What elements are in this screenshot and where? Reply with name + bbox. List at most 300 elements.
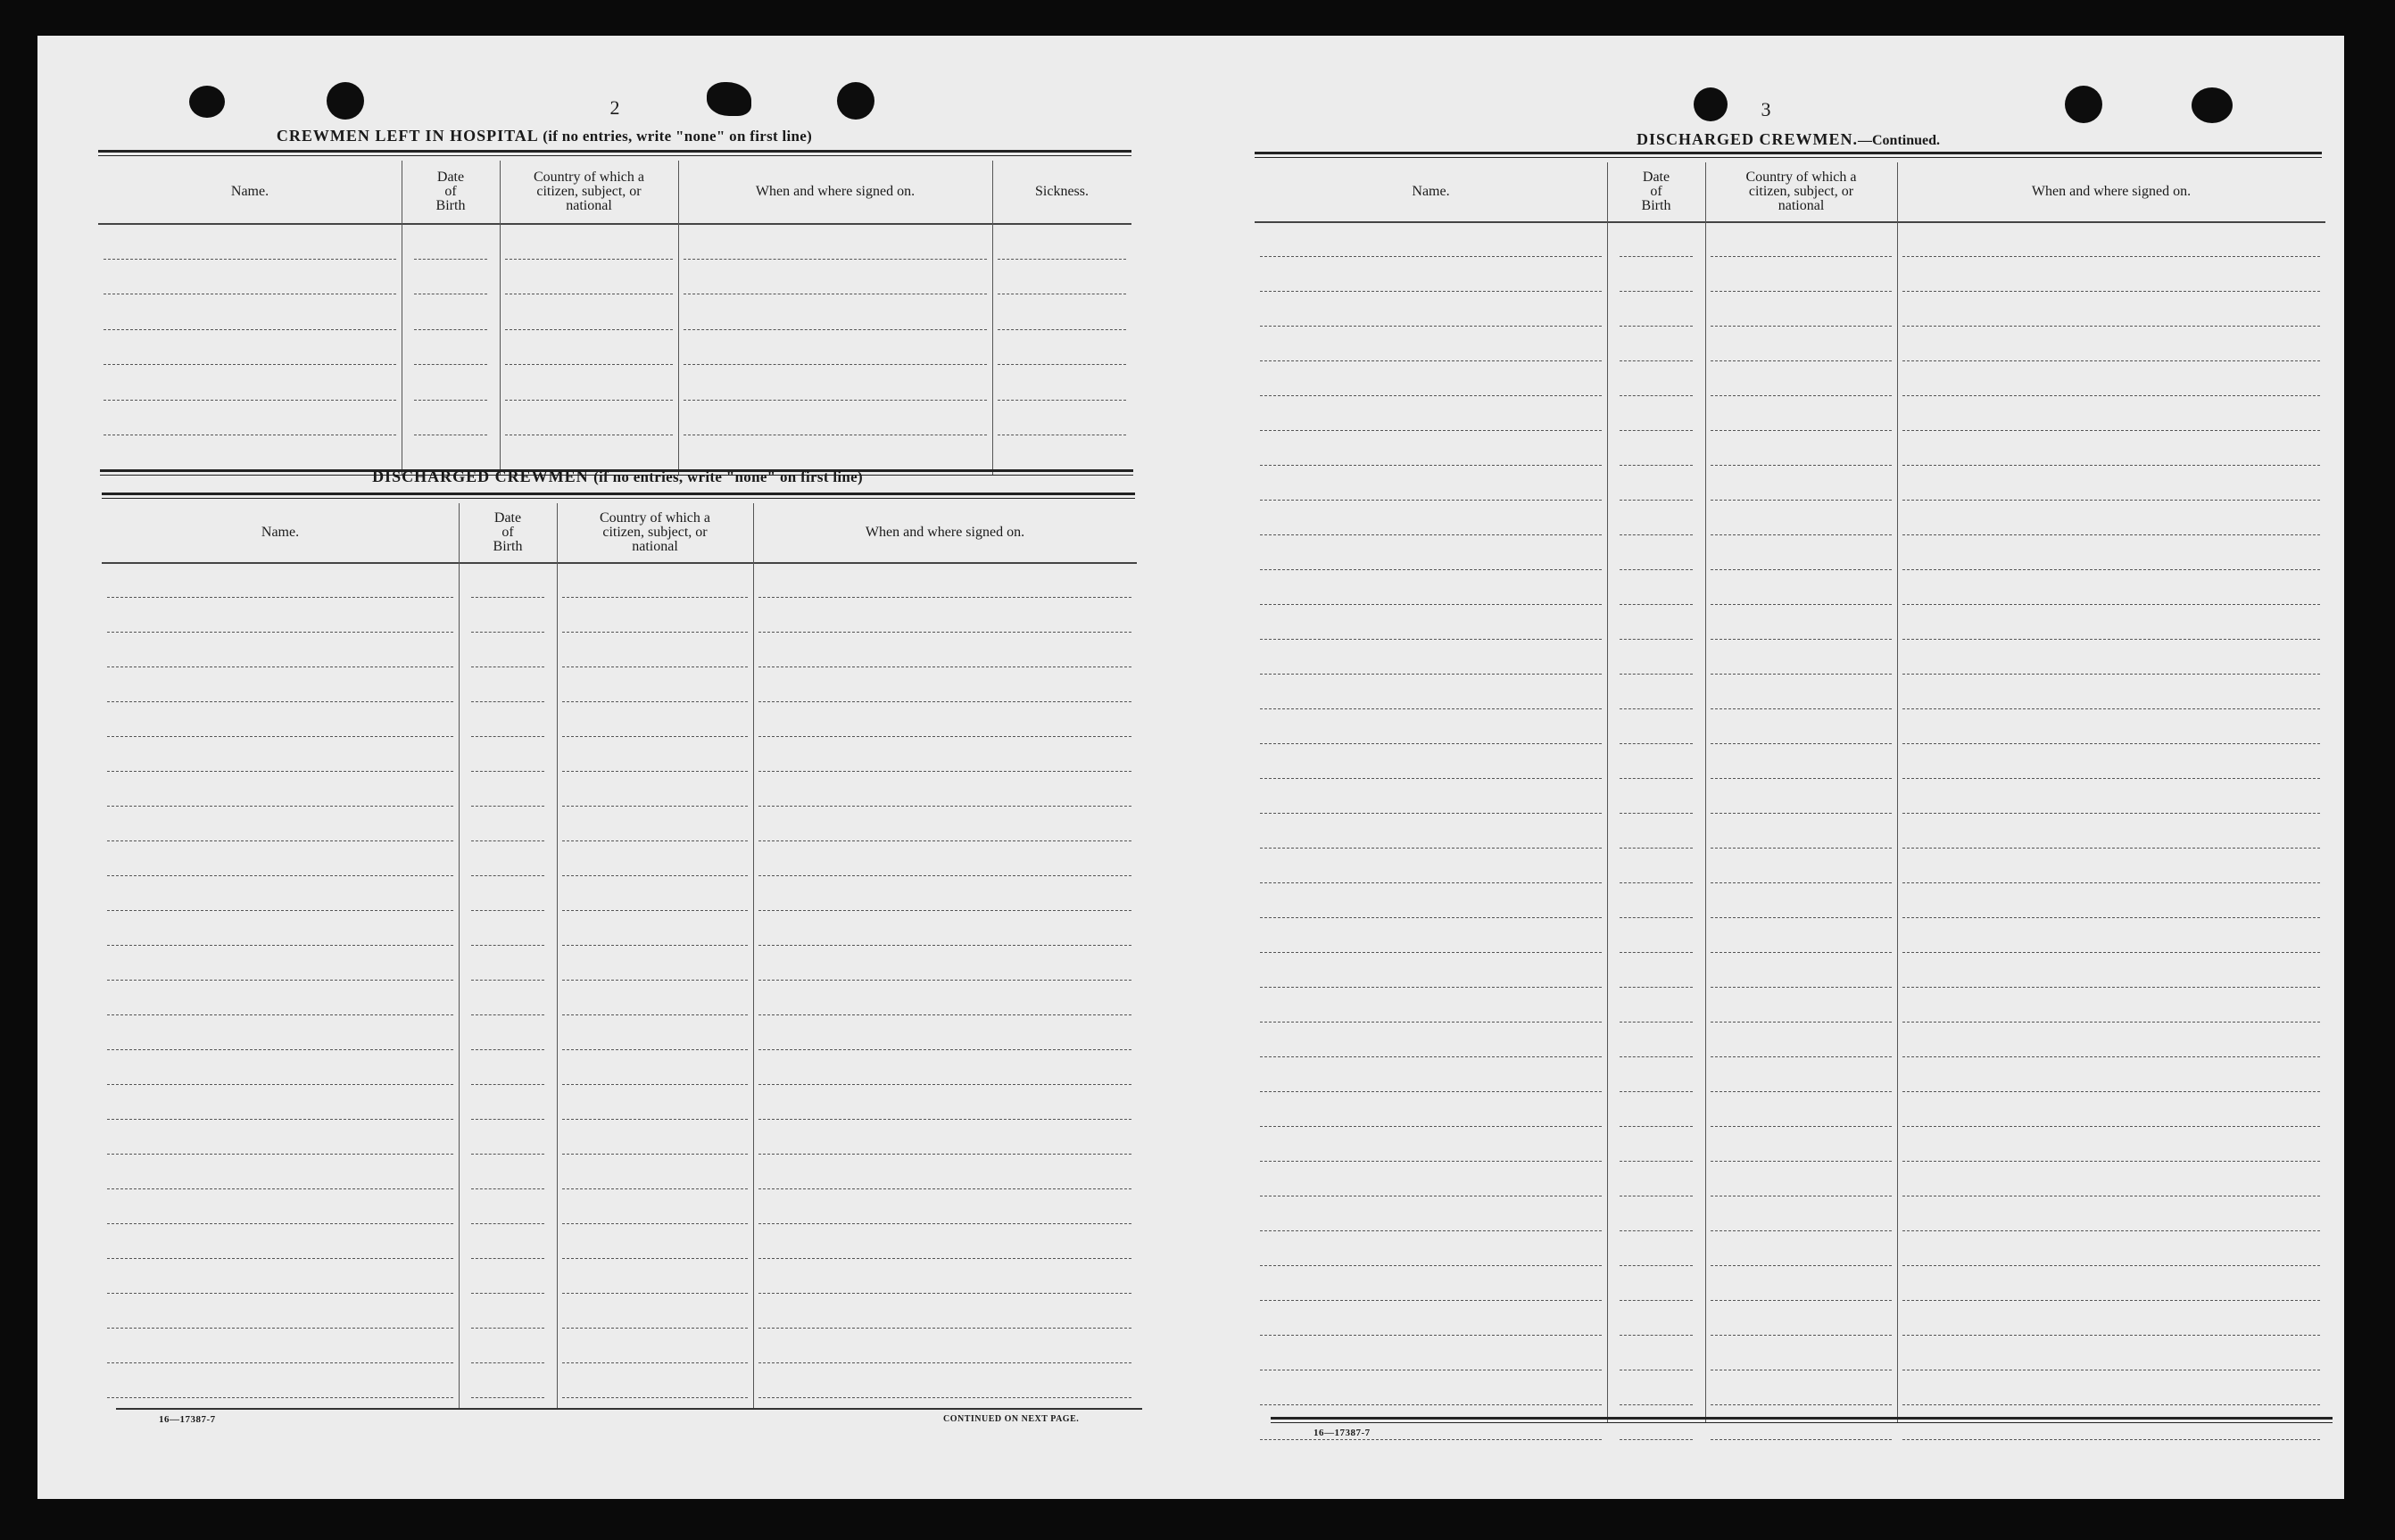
table-column — [678, 161, 992, 475]
entry-line[interactable] — [505, 400, 673, 401]
entry-line[interactable] — [471, 1397, 544, 1398]
entry-line[interactable] — [1260, 743, 1602, 744]
entry-line[interactable] — [1902, 674, 2320, 675]
table-column — [1897, 162, 2325, 1422]
entry-line[interactable] — [107, 910, 453, 911]
entry-line[interactable] — [1620, 1265, 1693, 1266]
hospital-section-title — [98, 127, 990, 145]
entry-line[interactable] — [1260, 1230, 1602, 1231]
entry-line[interactable] — [562, 701, 748, 702]
entry-line[interactable] — [562, 910, 748, 911]
entry-line[interactable] — [505, 364, 673, 365]
entry-line[interactable] — [758, 1258, 1131, 1259]
entry-line[interactable] — [1711, 987, 1892, 988]
entry-line[interactable] — [562, 1362, 748, 1363]
entry-line[interactable] — [107, 1258, 453, 1259]
entry-line[interactable] — [1902, 360, 2320, 361]
entry-line[interactable] — [562, 1014, 748, 1015]
entry-line[interactable] — [562, 1084, 748, 1085]
entry-line[interactable] — [1260, 917, 1602, 918]
entry-line[interactable] — [1902, 604, 2320, 605]
table-column — [1705, 162, 1897, 1422]
entry-line[interactable] — [104, 400, 396, 401]
entry-line[interactable] — [684, 259, 987, 260]
entry-line[interactable] — [758, 1188, 1131, 1189]
table-column — [992, 161, 1131, 475]
entry-line[interactable] — [1902, 917, 2320, 918]
entry-line[interactable] — [1260, 569, 1602, 570]
entry-line[interactable] — [758, 1362, 1131, 1363]
entry-line[interactable] — [1620, 952, 1693, 953]
entry-line[interactable] — [562, 980, 748, 981]
entry-line[interactable] — [1902, 1335, 2320, 1336]
entry-line[interactable] — [1260, 465, 1602, 466]
entry-line[interactable] — [1620, 1022, 1693, 1023]
entry-line[interactable] — [1711, 1091, 1892, 1092]
entry-line[interactable] — [1711, 1022, 1892, 1023]
entry-line[interactable] — [1711, 1335, 1892, 1336]
entry-line[interactable] — [1902, 256, 2320, 257]
entry-line[interactable] — [1620, 1126, 1693, 1127]
entry-line[interactable] — [1711, 708, 1892, 709]
entry-line[interactable] — [758, 1014, 1131, 1015]
discharged-title-text: DISCHARGED CREWMEN — [372, 468, 589, 485]
continued-note: CONTINUED ON NEXT PAGE. — [943, 1414, 1080, 1424]
entry-line[interactable] — [562, 1258, 748, 1259]
entry-line[interactable] — [1711, 917, 1892, 918]
entry-line[interactable] — [562, 1188, 748, 1189]
entry-line[interactable] — [471, 1154, 544, 1155]
page-number-left: 2 — [609, 96, 620, 119]
entry-line[interactable] — [107, 736, 453, 737]
entry-line[interactable] — [505, 259, 673, 260]
column-divider — [459, 503, 460, 1410]
entry-line[interactable] — [758, 1293, 1131, 1294]
entry-line[interactable] — [1711, 1439, 1892, 1440]
discharged-title-note: (if no entries, write "none" on first line) — [593, 468, 863, 485]
entry-line[interactable] — [471, 771, 544, 772]
entry-line[interactable] — [471, 1188, 544, 1189]
entry-line[interactable] — [758, 1049, 1131, 1050]
entry-line[interactable] — [1620, 882, 1693, 883]
entry-line[interactable] — [1711, 1265, 1892, 1266]
entry-line[interactable] — [107, 945, 453, 946]
entry-line[interactable] — [1620, 326, 1693, 327]
entry-line[interactable] — [684, 400, 987, 401]
entry-line[interactable] — [414, 259, 487, 260]
entry-line[interactable] — [1711, 326, 1892, 327]
entry-line[interactable] — [562, 875, 748, 876]
entry-line[interactable] — [1902, 639, 2320, 640]
entry-line[interactable] — [107, 632, 453, 633]
entry-line[interactable] — [758, 701, 1131, 702]
entry-line[interactable] — [471, 806, 544, 807]
entry-line[interactable] — [1902, 1439, 2320, 1440]
entry-line[interactable] — [1620, 987, 1693, 988]
right-top-rule — [1255, 152, 2322, 158]
entry-line[interactable] — [1620, 743, 1693, 744]
entry-line[interactable] — [471, 1049, 544, 1050]
punch-hole — [837, 82, 874, 120]
entry-line[interactable] — [1711, 395, 1892, 396]
entry-line[interactable] — [107, 1119, 453, 1120]
entry-line[interactable] — [471, 1293, 544, 1294]
entry-line[interactable] — [1902, 1022, 2320, 1023]
entry-line[interactable] — [1620, 639, 1693, 640]
entry-line[interactable] — [1620, 917, 1693, 918]
entry-line[interactable] — [562, 1154, 748, 1155]
entry-line[interactable] — [998, 259, 1126, 260]
entry-line[interactable] — [1902, 1091, 2320, 1092]
discharged-continued-table — [1255, 162, 2325, 1422]
entry-line[interactable] — [107, 1014, 453, 1015]
entry-line[interactable] — [758, 875, 1131, 876]
entry-line[interactable] — [1711, 256, 1892, 257]
entry-line[interactable] — [758, 806, 1131, 807]
entry-line[interactable] — [414, 364, 487, 365]
entry-line[interactable] — [562, 1119, 748, 1120]
entry-line[interactable] — [1711, 674, 1892, 675]
entry-line[interactable] — [562, 736, 748, 737]
column-header: Date of Birth — [402, 161, 500, 225]
column-divider — [678, 161, 679, 475]
entry-line[interactable] — [1260, 1126, 1602, 1127]
table-column — [102, 503, 459, 1410]
entry-line[interactable] — [471, 910, 544, 911]
entry-line[interactable] — [1260, 1335, 1602, 1336]
entry-line[interactable] — [107, 980, 453, 981]
entry-line[interactable] — [758, 840, 1131, 841]
entry-line[interactable] — [562, 771, 748, 772]
entry-line[interactable] — [1620, 1091, 1693, 1092]
entry-line[interactable] — [471, 980, 544, 981]
entry-line[interactable] — [1620, 848, 1693, 849]
entry-line[interactable] — [104, 329, 396, 330]
entry-line[interactable] — [1711, 1056, 1892, 1057]
entry-line[interactable] — [471, 875, 544, 876]
entry-line[interactable] — [998, 364, 1126, 365]
entry-line[interactable] — [1260, 1265, 1602, 1266]
entry-line[interactable] — [1260, 604, 1602, 605]
entry-line[interactable] — [1902, 465, 2320, 466]
entry-line[interactable] — [1620, 1056, 1693, 1057]
entry-line[interactable] — [104, 259, 396, 260]
column-header: Sickness. — [992, 161, 1131, 225]
entry-line[interactable] — [1260, 1404, 1602, 1405]
entry-line[interactable] — [1902, 952, 2320, 953]
entry-line[interactable] — [998, 400, 1126, 401]
entry-line[interactable] — [1711, 1161, 1892, 1162]
entry-line[interactable] — [1711, 952, 1892, 953]
entry-line[interactable] — [758, 632, 1131, 633]
entry-line[interactable] — [1260, 360, 1602, 361]
column-header: Country of which a citizen, subject, or national — [500, 161, 678, 225]
entry-line[interactable] — [1902, 1161, 2320, 1162]
entry-line[interactable] — [998, 329, 1126, 330]
entry-line[interactable] — [758, 597, 1131, 598]
entry-line[interactable] — [1902, 326, 2320, 327]
entry-line[interactable] — [1260, 1022, 1602, 1023]
entry-line[interactable] — [1711, 534, 1892, 535]
entry-line[interactable] — [471, 736, 544, 737]
entry-line[interactable] — [1260, 1091, 1602, 1092]
entry-line[interactable] — [1620, 674, 1693, 675]
entry-line[interactable] — [471, 701, 544, 702]
entry-line[interactable] — [471, 1223, 544, 1224]
entry-line[interactable] — [1902, 1126, 2320, 1127]
table-column — [557, 503, 753, 1410]
entry-line[interactable] — [1260, 534, 1602, 535]
entry-line[interactable] — [1260, 1161, 1602, 1162]
entry-line[interactable] — [758, 1084, 1131, 1085]
entry-line[interactable] — [1620, 569, 1693, 570]
table-column — [753, 503, 1137, 1410]
entry-line[interactable] — [1620, 1335, 1693, 1336]
entry-line[interactable] — [107, 1397, 453, 1398]
entry-line[interactable] — [1711, 1230, 1892, 1231]
entry-line[interactable] — [1902, 1230, 2320, 1231]
entry-line[interactable] — [1711, 430, 1892, 431]
entry-line[interactable] — [1711, 604, 1892, 605]
entry-line[interactable] — [1620, 778, 1693, 779]
hospital-table — [98, 161, 1131, 475]
entry-line[interactable] — [1902, 1056, 2320, 1057]
entry-line[interactable] — [1260, 395, 1602, 396]
entry-line[interactable] — [1620, 256, 1693, 257]
entry-line[interactable] — [1620, 395, 1693, 396]
entry-line[interactable] — [1260, 813, 1602, 814]
entry-line[interactable] — [1260, 674, 1602, 675]
column-divider — [1607, 162, 1608, 1422]
table-column — [98, 161, 402, 475]
punch-hole — [327, 82, 364, 120]
entry-line[interactable] — [107, 1049, 453, 1050]
entry-line[interactable] — [1260, 326, 1602, 327]
column-divider — [753, 503, 754, 1410]
entry-line[interactable] — [1711, 360, 1892, 361]
entry-line[interactable] — [1711, 639, 1892, 640]
entry-line[interactable] — [1711, 778, 1892, 779]
column-divider — [992, 161, 993, 475]
column-header: Name. — [98, 161, 402, 225]
entry-line[interactable] — [562, 840, 748, 841]
column-divider — [500, 161, 501, 475]
entry-line[interactable] — [1620, 604, 1693, 605]
entry-line[interactable] — [1711, 882, 1892, 883]
ink-blot — [707, 82, 751, 116]
discharged-continued-note: —Continued. — [1858, 133, 1941, 148]
entry-line[interactable] — [758, 1223, 1131, 1224]
entry-line[interactable] — [1260, 639, 1602, 640]
discharged-continued-text: DISCHARGED CREWMEN. — [1636, 130, 1858, 148]
entry-line[interactable] — [1902, 1404, 2320, 1405]
entry-line[interactable] — [1620, 360, 1693, 361]
entry-line[interactable] — [107, 1328, 453, 1329]
form-number-left: 16—17387-7 — [159, 1414, 216, 1425]
entry-line[interactable] — [758, 771, 1131, 772]
column-header: When and where signed on. — [753, 503, 1137, 564]
entry-line[interactable] — [505, 329, 673, 330]
entry-line[interactable] — [1620, 291, 1693, 292]
entry-line[interactable] — [1260, 708, 1602, 709]
entry-line[interactable] — [1620, 1404, 1693, 1405]
entry-line[interactable] — [107, 597, 453, 598]
entry-line[interactable] — [562, 806, 748, 807]
hospital-title-note: (if no entries, write "none" on first line) — [543, 128, 813, 145]
entry-line[interactable] — [684, 329, 987, 330]
entry-line[interactable] — [471, 632, 544, 633]
entry-line[interactable] — [758, 980, 1131, 981]
entry-line[interactable] — [1260, 778, 1602, 779]
entry-line[interactable] — [1902, 813, 2320, 814]
punch-hole — [2192, 87, 2233, 123]
page-number-right: 3 — [1761, 98, 1771, 120]
entry-line[interactable] — [107, 875, 453, 876]
entry-line[interactable] — [1711, 291, 1892, 292]
entry-line[interactable] — [758, 1328, 1131, 1329]
entry-line[interactable] — [1902, 778, 2320, 779]
entry-line[interactable] — [758, 736, 1131, 737]
punch-hole — [2065, 86, 2102, 123]
table-column — [459, 503, 557, 1410]
entry-line[interactable] — [107, 1293, 453, 1294]
entry-line[interactable] — [758, 945, 1131, 946]
entry-line[interactable] — [1260, 952, 1602, 953]
column-divider — [557, 503, 558, 1410]
entry-line[interactable] — [414, 329, 487, 330]
entry-line[interactable] — [1711, 1300, 1892, 1301]
entry-line[interactable] — [1260, 882, 1602, 883]
entry-line[interactable] — [1260, 1439, 1602, 1440]
entry-line[interactable] — [471, 1084, 544, 1085]
entry-line[interactable] — [758, 1119, 1131, 1120]
entry-line[interactable] — [107, 806, 453, 807]
entry-line[interactable] — [1902, 569, 2320, 570]
entry-line[interactable] — [1260, 1300, 1602, 1301]
entry-line[interactable] — [1902, 987, 2320, 988]
entry-line[interactable] — [562, 1049, 748, 1050]
entry-line[interactable] — [1902, 395, 2320, 396]
entry-line[interactable] — [1902, 882, 2320, 883]
discharged-table — [102, 503, 1137, 1410]
discharged-section-title — [100, 468, 1135, 486]
entry-line[interactable] — [1711, 1404, 1892, 1405]
entry-line[interactable] — [107, 1154, 453, 1155]
entry-line[interactable] — [1620, 813, 1693, 814]
column-divider — [1705, 162, 1706, 1422]
entry-line[interactable] — [1711, 743, 1892, 744]
entry-line[interactable] — [1620, 708, 1693, 709]
entry-line[interactable] — [107, 1223, 453, 1224]
column-header: Name. — [102, 503, 459, 564]
table-column — [402, 161, 500, 475]
entry-line[interactable] — [1902, 291, 2320, 292]
entry-line[interactable] — [1711, 500, 1892, 501]
entry-line[interactable] — [471, 840, 544, 841]
table-column — [1607, 162, 1705, 1422]
entry-line[interactable] — [1902, 500, 2320, 501]
entry-line[interactable] — [107, 701, 453, 702]
table-column — [1255, 162, 1607, 1422]
entry-line[interactable] — [104, 364, 396, 365]
entry-line[interactable] — [107, 840, 453, 841]
entry-line[interactable] — [562, 1223, 748, 1224]
entry-line[interactable] — [1620, 1439, 1693, 1440]
entry-line[interactable] — [562, 597, 748, 598]
entry-line[interactable] — [471, 1362, 544, 1363]
entry-line[interactable] — [1260, 256, 1602, 257]
entry-line[interactable] — [1260, 291, 1602, 292]
entry-line[interactable] — [107, 1188, 453, 1189]
entry-line[interactable] — [562, 945, 748, 946]
entry-line[interactable] — [562, 632, 748, 633]
entry-line[interactable] — [1902, 1300, 2320, 1301]
column-divider — [1897, 162, 1898, 1422]
column-header: Name. — [1255, 162, 1607, 223]
entry-line[interactable] — [758, 910, 1131, 911]
entry-line[interactable] — [471, 597, 544, 598]
entry-line[interactable] — [1260, 500, 1602, 501]
entry-line[interactable] — [414, 400, 487, 401]
entry-line[interactable] — [1711, 1126, 1892, 1127]
punch-hole — [1694, 87, 1728, 121]
entry-line[interactable] — [1902, 430, 2320, 431]
entry-line[interactable] — [1711, 848, 1892, 849]
entry-line[interactable] — [1711, 465, 1892, 466]
entry-line[interactable] — [1711, 813, 1892, 814]
entry-line[interactable] — [1620, 1300, 1693, 1301]
entry-line[interactable] — [1620, 430, 1693, 431]
entry-line[interactable] — [471, 1014, 544, 1015]
entry-line[interactable] — [107, 1084, 453, 1085]
column-header: Date of Birth — [1607, 162, 1705, 223]
entry-line[interactable] — [471, 945, 544, 946]
entry-line[interactable] — [1260, 848, 1602, 849]
entry-line[interactable] — [758, 1397, 1131, 1398]
form-number-right: 16—17387-7 — [1314, 1428, 1371, 1438]
entry-line[interactable] — [471, 1328, 544, 1329]
entry-line[interactable] — [1902, 534, 2320, 535]
entry-line[interactable] — [1260, 430, 1602, 431]
column-header: When and where signed on. — [678, 161, 992, 225]
entry-line[interactable] — [1902, 708, 2320, 709]
entry-line[interactable] — [107, 771, 453, 772]
entry-line[interactable] — [1711, 569, 1892, 570]
entry-line[interactable] — [1620, 1230, 1693, 1231]
entry-line[interactable] — [562, 1328, 748, 1329]
entry-line[interactable] — [562, 1293, 748, 1294]
entry-line[interactable] — [1620, 500, 1693, 501]
entry-line[interactable] — [107, 1362, 453, 1363]
entry-line[interactable] — [758, 1154, 1131, 1155]
entry-line[interactable] — [1902, 1265, 2320, 1266]
entry-line[interactable] — [471, 1119, 544, 1120]
entry-line[interactable] — [562, 1397, 748, 1398]
entry-line[interactable] — [1902, 743, 2320, 744]
discharged-continued-title — [1255, 130, 2322, 149]
entry-line[interactable] — [684, 364, 987, 365]
entry-line[interactable] — [1620, 534, 1693, 535]
column-header: Country of which a citizen, subject, or national — [557, 503, 753, 564]
discharged-bottom-rule — [116, 1408, 1142, 1410]
entry-line[interactable] — [1620, 465, 1693, 466]
entry-line[interactable] — [471, 1258, 544, 1259]
hospital-top-rule — [98, 150, 1131, 156]
entry-line[interactable] — [1260, 1056, 1602, 1057]
entry-line[interactable] — [1260, 987, 1602, 988]
entry-line[interactable] — [1902, 848, 2320, 849]
entry-line[interactable] — [1620, 1161, 1693, 1162]
